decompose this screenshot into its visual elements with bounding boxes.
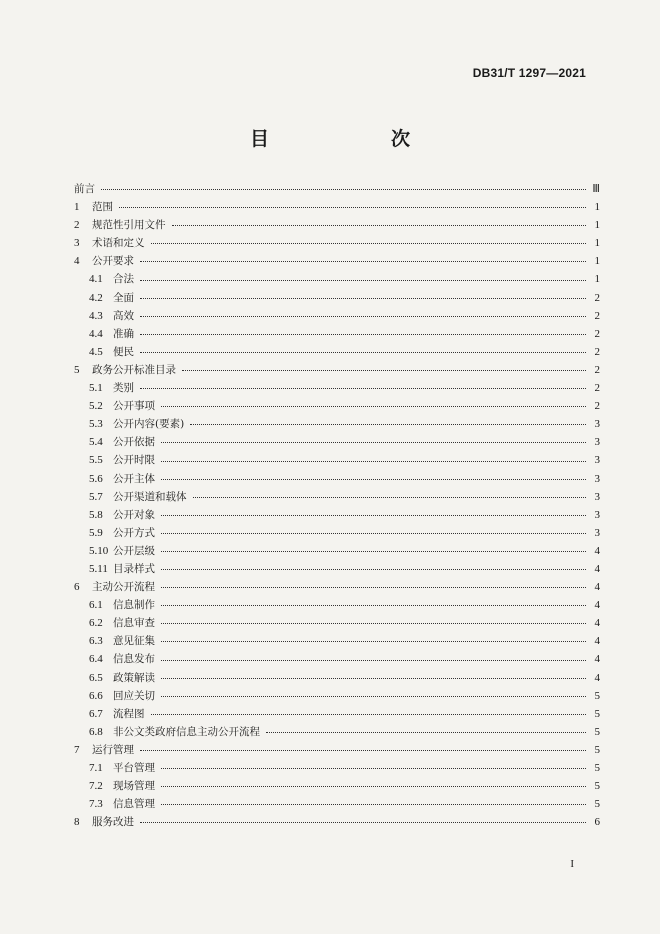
toc-entry-title: 非公文类政府信息主动公开流程 bbox=[113, 725, 260, 738]
toc-entry-page: 5 bbox=[594, 725, 600, 738]
toc-entry-number: 4.2 bbox=[89, 291, 103, 304]
toc-entry-title: 高效 bbox=[113, 309, 134, 322]
toc-entry-title: 准确 bbox=[113, 327, 134, 340]
toc-entry-number: 6 bbox=[74, 581, 80, 594]
toc-entry-number: 4.1 bbox=[89, 273, 103, 286]
toc-entry-number: 4.4 bbox=[89, 327, 103, 340]
toc-entry-number: 8 bbox=[74, 816, 80, 829]
toc-entry[interactable] bbox=[74, 451, 600, 469]
toc-entry-title: 意见征集 bbox=[113, 635, 155, 648]
toc-dot-leader bbox=[193, 497, 587, 498]
toc-entry[interactable] bbox=[74, 560, 600, 578]
toc-entry-page: 1 bbox=[594, 219, 600, 232]
toc-entry-number: 6.3 bbox=[89, 635, 103, 648]
toc-entry-page: 4 bbox=[594, 599, 600, 612]
toc-dot-leader bbox=[161, 406, 586, 407]
toc-dot-leader bbox=[140, 822, 586, 823]
toc-entry[interactable] bbox=[74, 180, 600, 198]
toc-dot-leader bbox=[119, 207, 586, 208]
toc-entry-number: 5.9 bbox=[89, 526, 103, 539]
toc-entry-number: 4.3 bbox=[89, 309, 103, 322]
toc-dot-leader bbox=[190, 424, 586, 425]
toc-entry[interactable] bbox=[74, 379, 600, 397]
toc-dot-leader bbox=[151, 243, 587, 244]
toc-entry-title: 政策解读 bbox=[113, 671, 155, 684]
toc-dot-leader bbox=[101, 189, 586, 190]
toc-entry-title: 便民 bbox=[113, 345, 134, 358]
toc-entry[interactable] bbox=[74, 506, 600, 524]
toc-entry-number: 6.4 bbox=[89, 653, 103, 666]
toc-entry-number: 5.4 bbox=[89, 436, 103, 449]
toc-entry-page: 2 bbox=[594, 309, 600, 322]
toc-entry[interactable] bbox=[74, 397, 600, 415]
toc-entry-number: 2 bbox=[74, 219, 80, 232]
toc-dot-leader bbox=[161, 569, 586, 570]
toc-entry[interactable] bbox=[74, 234, 600, 252]
toc-dot-leader bbox=[151, 714, 587, 715]
toc-entry-page: 3 bbox=[594, 490, 600, 503]
toc-entry-title: 政务公开标准目录 bbox=[92, 363, 176, 376]
toc-dot-leader bbox=[140, 298, 586, 299]
page-number: I bbox=[570, 858, 574, 870]
toc-dot-leader bbox=[161, 786, 586, 787]
toc-dot-leader bbox=[140, 280, 586, 281]
toc-entry-page: 3 bbox=[594, 436, 600, 449]
toc-entry-title: 公开对象 bbox=[113, 508, 155, 521]
toc-entry-number: 7.3 bbox=[89, 798, 103, 811]
toc-entry-title: 公开主体 bbox=[113, 472, 155, 485]
toc-entry-title: 公开依据 bbox=[113, 436, 155, 449]
toc-entry-page: 1 bbox=[594, 255, 600, 268]
toc-entry-page: 2 bbox=[594, 400, 600, 413]
toc-dot-leader bbox=[161, 479, 586, 480]
toc-dot-leader bbox=[266, 732, 586, 733]
standard-code: DB31/T 1297—2021 bbox=[472, 66, 586, 80]
toc-entry-title: 回应关切 bbox=[113, 689, 155, 702]
toc-entry-number: 6.7 bbox=[89, 707, 103, 720]
page-title: 目 次 bbox=[249, 128, 438, 150]
toc-entry-number: 4 bbox=[74, 255, 80, 268]
toc-entry[interactable] bbox=[74, 578, 600, 596]
toc-entry-title: 公开要求 bbox=[92, 255, 134, 268]
toc-entry-title: 流程图 bbox=[113, 707, 145, 720]
toc-entry-number: 5.7 bbox=[89, 490, 103, 503]
toc-entry[interactable] bbox=[74, 777, 600, 795]
toc-entry[interactable] bbox=[74, 470, 600, 488]
toc-entry-page: 4 bbox=[594, 617, 600, 630]
toc-entry-title: 公开时限 bbox=[113, 454, 155, 467]
toc-entry-title: 信息审查 bbox=[113, 617, 155, 630]
toc-entry[interactable] bbox=[74, 433, 600, 451]
toc-entry-number: 1 bbox=[74, 201, 80, 214]
toc-entry-number: 7 bbox=[74, 743, 80, 756]
toc-entry[interactable] bbox=[74, 198, 600, 216]
toc-entry-number: 5.1 bbox=[89, 382, 103, 395]
toc-entry[interactable] bbox=[74, 759, 600, 777]
toc-dot-leader bbox=[161, 551, 586, 552]
toc-entry-title: 全面 bbox=[113, 291, 134, 304]
toc-entry-title: 服务改进 bbox=[92, 816, 134, 829]
toc-entry[interactable] bbox=[74, 813, 600, 831]
toc-entry-title: 前言 bbox=[74, 183, 95, 195]
toc-dot-leader bbox=[140, 261, 586, 262]
toc-entry[interactable] bbox=[74, 415, 600, 433]
toc-entry-page: 3 bbox=[594, 508, 600, 521]
toc-entry-number: 3 bbox=[74, 237, 80, 250]
toc-entry-number: 5.10 bbox=[89, 544, 109, 557]
toc-dot-leader bbox=[161, 660, 586, 661]
toc-entry-title: 信息制作 bbox=[113, 599, 155, 612]
toc-entry[interactable] bbox=[74, 343, 600, 361]
toc-entry[interactable] bbox=[74, 270, 600, 288]
toc-entry-page: 2 bbox=[594, 327, 600, 340]
toc-entry-page: 4 bbox=[594, 671, 600, 684]
toc-entry-number: 7.2 bbox=[89, 780, 103, 793]
toc-dot-leader bbox=[140, 352, 586, 353]
toc-entry-page: 1 bbox=[594, 273, 600, 286]
toc-dot-leader bbox=[161, 641, 586, 642]
toc-entry-title: 公开内容(要素) bbox=[113, 418, 185, 431]
toc-entry-title: 合法 bbox=[113, 273, 134, 286]
toc-dot-leader bbox=[172, 225, 587, 226]
toc-entry-number: 6.6 bbox=[89, 689, 103, 702]
toc-dot-leader bbox=[161, 515, 586, 516]
toc-entry-title: 主动公开流程 bbox=[92, 581, 155, 594]
toc-entry-page: 5 bbox=[594, 798, 600, 811]
toc-entry-title: 信息管理 bbox=[113, 798, 155, 811]
toc-dot-leader bbox=[161, 461, 586, 462]
toc-dot-leader bbox=[182, 370, 586, 371]
toc-entry-page: 1 bbox=[594, 237, 600, 250]
toc-entry[interactable] bbox=[74, 705, 600, 723]
toc-entry-number: 6.2 bbox=[89, 617, 103, 630]
toc-entry[interactable] bbox=[74, 723, 600, 741]
toc-entry-page: 4 bbox=[594, 653, 600, 666]
toc-entry[interactable] bbox=[74, 542, 600, 560]
toc-entry-page: 5 bbox=[594, 689, 600, 702]
toc-dot-leader bbox=[161, 623, 586, 624]
toc-entry-title: 公开方式 bbox=[113, 526, 155, 539]
toc-entry[interactable] bbox=[74, 307, 600, 325]
toc-entry[interactable] bbox=[74, 614, 600, 632]
toc-entry-page: 3 bbox=[594, 454, 600, 467]
toc-entry[interactable] bbox=[74, 669, 600, 687]
toc-entry-page: 6 bbox=[594, 816, 600, 829]
toc-entry-number: 6.8 bbox=[89, 725, 103, 738]
toc-entry-title: 信息发布 bbox=[113, 653, 155, 666]
toc-entry-page: 5 bbox=[594, 762, 600, 774]
toc-entry-title: 类别 bbox=[113, 382, 134, 395]
toc-entry-page: 5 bbox=[594, 743, 600, 756]
toc-entry-title: 现场管理 bbox=[113, 780, 155, 793]
toc-entry[interactable] bbox=[74, 524, 600, 542]
toc-entry[interactable] bbox=[74, 325, 600, 343]
toc-entry-page: 4 bbox=[594, 544, 600, 557]
toc-entry-number: 6.1 bbox=[89, 599, 103, 612]
toc-dot-leader bbox=[140, 388, 586, 389]
toc-entry-title: 术语和定义 bbox=[92, 237, 145, 250]
toc-entry-page: 2 bbox=[594, 291, 600, 304]
toc-dot-leader bbox=[161, 442, 586, 443]
toc-entry[interactable] bbox=[74, 741, 600, 759]
toc-dot-leader bbox=[161, 696, 586, 697]
toc-entry-title: 公开事项 bbox=[113, 400, 155, 413]
toc-entry-title: 平台管理 bbox=[113, 762, 155, 774]
toc-entry[interactable] bbox=[74, 687, 600, 705]
toc-dot-leader bbox=[140, 334, 586, 335]
toc-entry-page: 4 bbox=[594, 581, 600, 594]
toc-entry[interactable] bbox=[74, 596, 600, 614]
toc-entry-title: 公开层级 bbox=[113, 544, 155, 557]
toc-entry-number: 4.5 bbox=[89, 345, 103, 358]
toc-entry-page: 5 bbox=[594, 707, 600, 720]
toc-dot-leader bbox=[140, 316, 586, 317]
toc-entry[interactable] bbox=[74, 650, 600, 668]
toc-entry-number: 5.2 bbox=[89, 400, 103, 413]
toc-entry[interactable] bbox=[74, 289, 600, 307]
toc-dot-leader bbox=[161, 804, 586, 805]
toc-entry-title: 公开渠道和载体 bbox=[113, 490, 187, 503]
toc-entry-number: 5.3 bbox=[89, 418, 103, 431]
toc-entry-page: 2 bbox=[594, 382, 600, 395]
toc-entry-title: 目录样式 bbox=[113, 562, 155, 575]
toc-entry-page: 2 bbox=[594, 363, 600, 376]
table-of-contents bbox=[74, 180, 600, 831]
toc-dot-leader bbox=[161, 605, 586, 606]
toc-entry-page: Ⅲ bbox=[592, 183, 600, 195]
toc-entry-page: 2 bbox=[594, 345, 600, 358]
toc-entry-number: 6.5 bbox=[89, 671, 103, 684]
toc-dot-leader bbox=[161, 768, 586, 769]
toc-entry-title: 范围 bbox=[92, 201, 113, 214]
toc-entry-page: 3 bbox=[594, 418, 600, 431]
toc-entry[interactable] bbox=[74, 216, 600, 234]
toc-entry-number: 5.11 bbox=[89, 562, 108, 575]
toc-entry-page: 3 bbox=[594, 526, 600, 539]
toc-entry[interactable] bbox=[74, 632, 600, 650]
toc-dot-leader bbox=[161, 678, 586, 679]
toc-dot-leader bbox=[161, 587, 586, 588]
toc-entry-number: 5.5 bbox=[89, 454, 103, 467]
toc-entry-title: 运行管理 bbox=[92, 743, 134, 756]
toc-entry[interactable] bbox=[74, 361, 600, 379]
toc-entry-title: 规范性引用文件 bbox=[92, 219, 166, 232]
toc-entry-number: 5.6 bbox=[89, 472, 103, 485]
toc-entry[interactable] bbox=[74, 252, 600, 270]
toc-entry[interactable] bbox=[74, 795, 600, 813]
toc-entry-page: 1 bbox=[594, 201, 600, 214]
toc-entry-page: 5 bbox=[594, 780, 600, 793]
toc-entry-number: 5 bbox=[74, 363, 80, 376]
toc-entry-number: 5.8 bbox=[89, 508, 103, 521]
toc-entry-page: 4 bbox=[594, 562, 600, 575]
toc-entry[interactable] bbox=[74, 488, 600, 506]
toc-entry-number: 7.1 bbox=[89, 762, 103, 774]
toc-entry-page: 4 bbox=[594, 635, 600, 648]
toc-entry-page: 3 bbox=[594, 472, 600, 485]
toc-dot-leader bbox=[140, 750, 586, 751]
toc-dot-leader bbox=[161, 533, 586, 534]
